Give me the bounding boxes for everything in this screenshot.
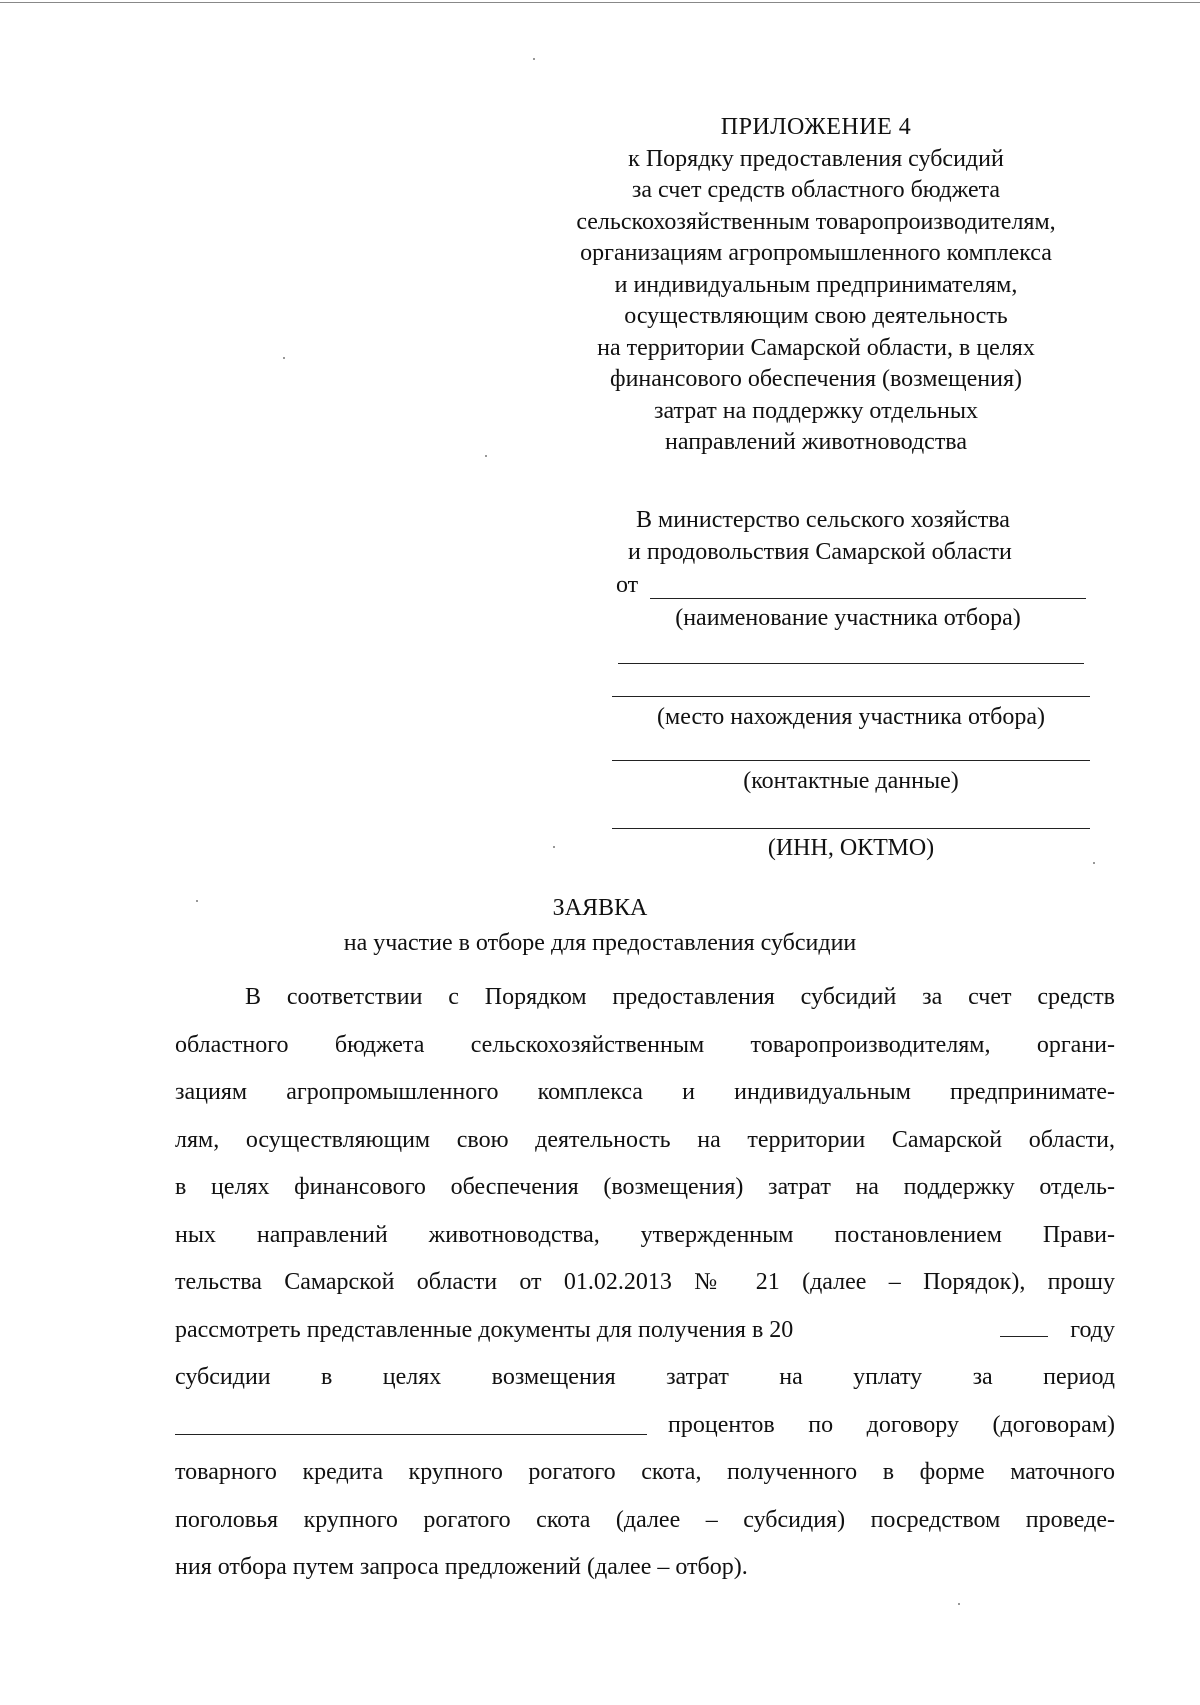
caption-contacts: (контактные данные) [743, 768, 959, 794]
body-word: возмещения [491, 1364, 616, 1390]
body-text: рассмотреть представленные документы для получения в 20 [175, 1317, 794, 1343]
body-word: уплату [853, 1364, 923, 1390]
sender-contacts-blank[interactable] [612, 760, 1090, 761]
body-line: В соответствии с Порядком предоставления субсидий за счет средств [245, 984, 1115, 1010]
body-word: затрат [666, 1364, 729, 1390]
appendix-line: к Порядку предоставления субсидий [628, 145, 1004, 172]
body-line: тельства Самарской области от 01.02.2013 № 21 (далее – Порядок), прошу [175, 1269, 1115, 1295]
body-line-last: ния отбора путем запроса предложений (далее – отбор). [175, 1554, 748, 1580]
body-word: на [779, 1364, 803, 1390]
document-title: ЗАЯВКА [552, 895, 648, 921]
scan-speck [553, 846, 555, 848]
body-line-year [175, 1315, 1115, 1345]
year-group [1000, 1315, 1115, 1345]
scan-speck [1093, 862, 1095, 864]
sender-name-blank[interactable] [650, 598, 1086, 599]
appendix-line: направлений животноводства [665, 429, 967, 455]
body-line: товарного кредита крупного рогатого скота, полученного в форме маточного [175, 1459, 1115, 1485]
addressee-line-2: и продовольствия Самарской области [628, 539, 1012, 565]
body-line: поголовья крупного рогатого скота (далее – субсидия) посредством проведе- [175, 1507, 1115, 1533]
sender-location-blank[interactable] [612, 696, 1090, 697]
appendix-line: сельскохозяйственным товаропроизводителям, [576, 208, 1056, 235]
scan-speck [196, 900, 198, 902]
body-word: период [1043, 1364, 1115, 1390]
body-line: процентов по договору (договорам) [668, 1412, 1115, 1438]
scan-speck [533, 58, 535, 60]
appendix-line: финансового обеспечения (возмещения) [610, 366, 1022, 392]
year-blank[interactable] [1000, 1316, 1048, 1337]
from-label: от [616, 572, 639, 598]
page-edge-line [0, 2, 1200, 3]
appendix-block [500, 112, 1132, 459]
appendix-line: затрат на поддержку отдельных [653, 397, 979, 424]
body-line: ных направлений животноводства, утвержденным постановлением Прави- [175, 1222, 1115, 1248]
appendix-line: осуществляющим свою деятельность [624, 303, 1008, 329]
document-subtitle: на участие в отборе для предоставления субсидии [343, 930, 857, 956]
body-word: за [972, 1364, 993, 1390]
scan-speck [283, 357, 285, 359]
body-word: целях [382, 1364, 442, 1390]
addressee-line-1: В министерство сельского хозяйства [636, 507, 1010, 533]
caption-name: (наименование участника отбора) [675, 605, 1021, 631]
appendix-title: ПРИЛОЖЕНИЕ 4 [720, 114, 912, 140]
body-line: в целях финансового обеспечения (возмещения) затрат на поддержку отдель- [175, 1174, 1115, 1200]
scan-speck [958, 1603, 960, 1605]
body-word: субсидии [175, 1364, 271, 1390]
appendix-line: и индивидуальным предпринимателям, [614, 271, 1018, 298]
sender-name-blank-2[interactable] [618, 663, 1084, 664]
period-blank[interactable] [175, 1434, 647, 1435]
body-line: зациям агропромышленного комплекса и индивидуальным предпринимате- [175, 1079, 1115, 1105]
body-word: в [321, 1364, 333, 1390]
body-line: областного бюджета сельскохозяйственным товаропроизводителям, органи- [175, 1032, 1115, 1058]
caption-location: (место нахождения участника отбора) [657, 704, 1045, 730]
scan-speck [485, 455, 487, 457]
appendix-line: организациям агропромышленного комплекса [580, 240, 1052, 266]
appendix-line: на территории Самарской области, в целях [597, 334, 1035, 361]
sender-inn-blank[interactable] [612, 828, 1090, 829]
caption-inn: (ИНН, ОКТМО) [767, 835, 935, 861]
body-line-spaced [175, 1362, 1115, 1392]
body-text: году [1070, 1317, 1115, 1343]
appendix-line: за счет средств областного бюджета [631, 177, 1001, 203]
body-line: лям, осуществляющим свою деятельность на территории Самарской области, [175, 1127, 1115, 1153]
